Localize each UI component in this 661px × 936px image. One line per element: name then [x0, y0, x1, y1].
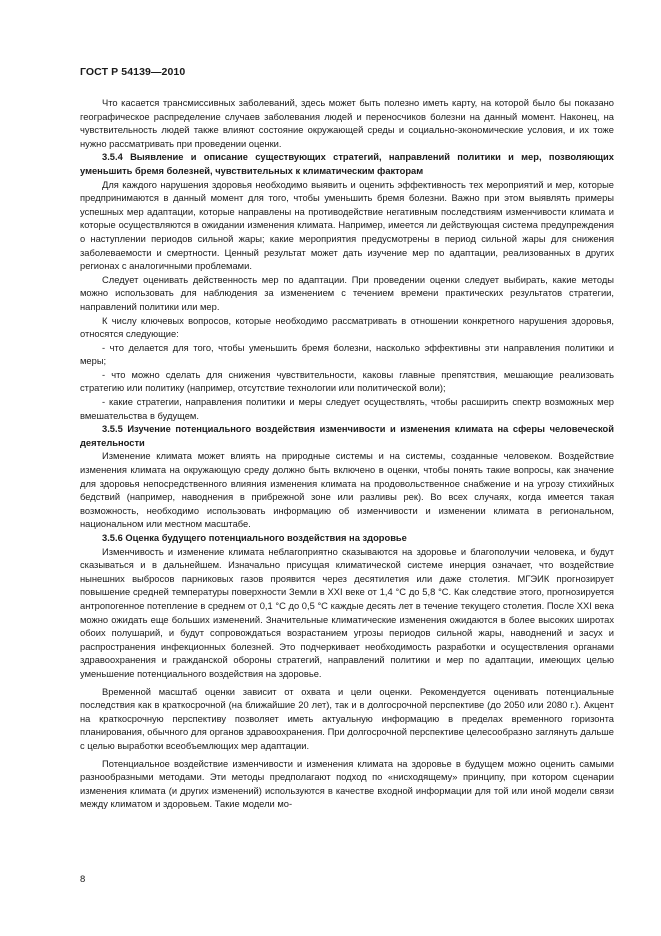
list-item: - что делается для того, чтобы уменьшить бремя болезни, насколько эффективны эти направления политики и меры;	[80, 342, 614, 367]
paragraph: Что касается трансмиссивных заболеваний, здесь может быть полезно иметь карту, на которой было бы показано географическое распределение случаев заболевания людей и переносчиков болезни на данный момент. Наконец, на чувствительность людей также влияют состояние окружающей среды и социально-экономические условия, и их тоже нужно рассматривать при проведении оценки.	[80, 98, 614, 149]
document-body	[80, 97, 614, 812]
list-item: - какие стратегии, направления политики и меры следует осуществлять, чтобы расширить спектр возможных мер вмешательства в будущем.	[80, 397, 614, 421]
paragraph: Изменение климата может влиять на природные системы и на системы, созданные человеком. Воздействие изменения климата на окружающую среду должно быть включено в оценки, чтобы понять такие вопросы, как значение для здоровья непосредственного влияния изменения климата на продовольственное снабжение и на угрозу стихийных бедствий (например, наводнения в прибрежной зоне или разливы рек). Во всех случаях, когда имеется такая возможность, необходимо использовать информацию об изменчивости и изменении климата в региональном, национальном или местном масштабе.	[80, 451, 614, 530]
paragraph: Следует оценивать действенность мер по адаптации. При проведении оценки следует выбирать, какие методы можно использовать для наблюдения за изменением с течением времени практических результатов стратегии, направлений политики или мер.	[80, 274, 614, 312]
paragraph: Временной масштаб оценки зависит от охвата и цели оценки. Рекомендуется оценивать потенциальные последствия как в краткосрочной (на ближайшие 20 лет), так и в долгосрочной перспективе (до 2050 или 2080 г.). Акцент на краткосрочную перспективу позволяет иметь актуальную информацию в пределах временного горизонта планирования, обычного для органов здравоохранения. При долгосрочной перспективе целесообразно заглянуть дальше с целью выработки всеобъемлющих мер адаптации.	[80, 686, 614, 751]
section-heading-3-5-5: 3.5.5 Изучение потенциального воздействия изменчивости и изменения климата на сферы человеческой деятельности	[80, 424, 614, 448]
page-number: 8	[80, 874, 86, 885]
paragraph: Изменчивость и изменение климата неблагоприятно сказываются на здоровье и благополучии человека, и будут сказываться и в дальнейшем. Изначально присущая климатической системе инерция означает, что воздействие нынешних выбросов парниковых газов проявится через десятилетия или даже столетия. МГЭИК прогнозирует повышение средней температуры поверхности Земли в XXI веке от 1,4 °С до 5,8 °С. Как следствие этого, прогнозируется антропогенное потепление в среднем от 0,1 °С до 0,5 °С каждые десять лет в течение текущего столетия. После XXI века можно ожидать еще больших изменений. Значительные климатические изменения ожидаются в более высоких широтах обоих полушарий, и будут сопровождаться возрастанием угрозы периодов сильной жары, наводнений и засух и распространения инфекционных болезней. Это подчеркивает необходимость разработки и осуществления органами здравоохранения и гражданской обороны стратегий, направлений политики и мер по адаптации, имеющих целью уменьшение потенциального воздействия на здоровье.	[80, 546, 614, 679]
list-item: - что можно сделать для снижения чувствительности, каковы главные препятствия, мешающие реализовать стратегию или политику (например, отсутствие технологии или политической воли);	[80, 369, 614, 394]
section-heading-3-5-4: 3.5.4 Выявление и описание существующих стратегий, направлений политики и мер, позволяющих уменьшить бремя болезней, чувствительных к климатическим факторам	[80, 152, 614, 176]
paragraph: К числу ключевых вопросов, которые необходимо рассматривать в отношении конкретного нарушения здоровья, относятся следующие:	[80, 315, 614, 340]
section-heading-3-5-6: 3.5.6 Оценка будущего потенциального воздействия на здоровье	[102, 533, 407, 543]
standard-code-header: ГОСТ Р 54139—2010	[80, 66, 186, 78]
paragraph: Потенциальное воздействие изменчивости и изменения климата на здоровье в будущем можно оценить самыми разнообразными методами. Эти методы предполагают подход по «нисходящему» принципу, при котором сценарии изменения климата (и других изменений) используются в качестве входной информации для той или иной модели связи между климатом и здоровьем. Такие модели мо-	[80, 758, 614, 810]
paragraph: Для каждого нарушения здоровья необходимо выявить и оценить эффективность тех мероприятий и мер, которые предпринимаются в данный момент для того, чтобы уменьшить бремя болезни. Важно при этом выявлять примеры успешных мер адаптации, которые направлены на противодействие негативным последствиям изменчивости климата и которые осуществляются в ожидании изменения климата. Например, имеется ли действующая система предупреждения о наступлении периодов сильной жары; какие мероприятия предусмотрены в период сильной жары для снижения заболеваемости и смертности. Ценный результат может дать изучение мер по адаптации, реализованных в других регионах с аналогичными проблемами.	[80, 179, 614, 272]
